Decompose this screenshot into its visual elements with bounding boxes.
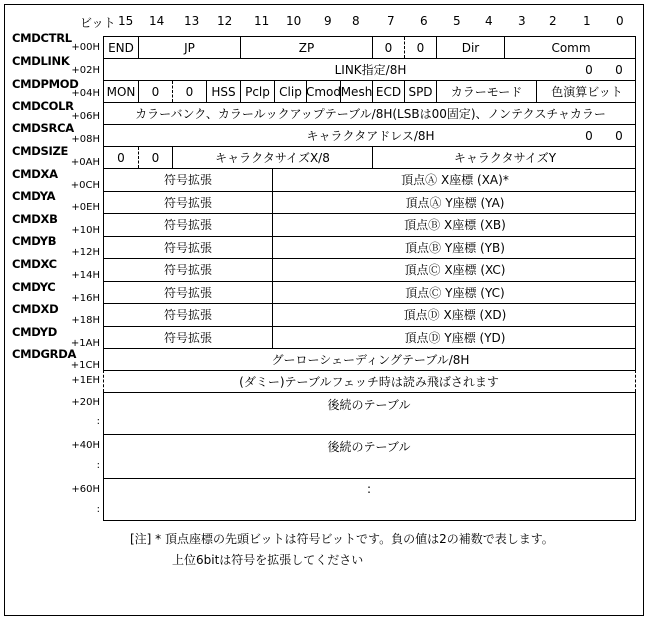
field-link-bit0: 0 bbox=[615, 62, 623, 77]
reg-name-cmdcolr: CMDCOLR bbox=[12, 99, 74, 113]
row-continuation bbox=[103, 478, 636, 520]
reg-name-cmdyc: CMDYC bbox=[12, 280, 56, 294]
offset-0ah: +0AH bbox=[70, 157, 100, 168]
field-zero-13: 0 bbox=[172, 81, 206, 102]
field-size-zero-15: 0 bbox=[117, 150, 125, 165]
field-vertex-c-x: 頂点Ⓒ X座標 (XC) bbox=[272, 259, 637, 281]
field-spd: SPD bbox=[404, 81, 436, 102]
bit-3: 3 bbox=[518, 14, 526, 28]
field-vertex-c-y: 頂点Ⓒ Y座標 (YC) bbox=[272, 282, 637, 304]
offset-1eh: +1EH bbox=[71, 375, 100, 386]
offset-08h: +08H bbox=[71, 134, 100, 145]
reg-name-cmdpmod: CMDPMOD bbox=[12, 77, 79, 91]
bit-7: 7 bbox=[387, 14, 395, 28]
reg-name-cmdsize: CMDSIZE bbox=[12, 144, 69, 158]
reg-name-cmdxb: CMDXB bbox=[12, 212, 58, 226]
field-pclp: Pclp bbox=[240, 81, 274, 102]
field-sign-ext: 符号拡張 bbox=[163, 240, 212, 255]
field-continuation: : bbox=[366, 482, 372, 496]
field-srca: キャラクタアドレス/8H bbox=[306, 129, 435, 143]
offset-0eh: +0EH bbox=[71, 202, 100, 213]
field-zero-7: 0 bbox=[372, 37, 404, 58]
colon-mark: : bbox=[96, 416, 100, 427]
reg-name-cmdlink: CMDLINK bbox=[12, 54, 70, 68]
offset-06h: +06H bbox=[71, 111, 100, 122]
field-mon: MON bbox=[106, 84, 136, 99]
bit-9: 9 bbox=[324, 14, 332, 28]
row-next-table-1 bbox=[103, 392, 636, 434]
field-color-calc: 色演算ビット bbox=[536, 81, 637, 102]
note-line-2: 上位6bitは符号を拡張してください bbox=[172, 553, 364, 567]
field-vertex-d-x: 頂点Ⓓ X座標 (XD) bbox=[272, 304, 637, 326]
field-next-table: 後続のテーブル bbox=[327, 398, 411, 412]
field-size-y: キャラクタサイズY bbox=[372, 147, 637, 168]
field-size-x: キャラクタサイズX/8 bbox=[172, 147, 372, 168]
offset-12h: +12H bbox=[71, 247, 100, 258]
field-comm: Comm bbox=[504, 37, 637, 58]
field-color-mode: カラーモード bbox=[436, 81, 536, 102]
bit-10: 10 bbox=[286, 14, 302, 28]
reg-name-cmdctrl: CMDCTRL bbox=[12, 31, 72, 45]
row-cmdgrda bbox=[103, 348, 636, 370]
row-cmdsrca bbox=[103, 124, 636, 146]
row-cmdcolr bbox=[103, 102, 636, 124]
row-cmdlink bbox=[103, 58, 636, 80]
field-sign-ext: 符号拡張 bbox=[163, 263, 212, 278]
field-sign-ext: 符号拡張 bbox=[163, 330, 212, 345]
field-cmod: Cmod bbox=[306, 81, 340, 102]
offset-10h: +10H bbox=[71, 225, 100, 236]
row-cmdctrl bbox=[103, 36, 636, 58]
bit-header bbox=[60, 14, 650, 30]
field-mesh: Mesh bbox=[340, 81, 372, 102]
reg-name-cmdgrda: CMDGRDA bbox=[12, 347, 77, 361]
reg-name-cmdyb: CMDYB bbox=[12, 234, 57, 248]
field-zp: ZP bbox=[240, 37, 372, 58]
bit-2: 2 bbox=[549, 14, 557, 28]
row-dummy bbox=[103, 370, 636, 392]
reg-name-cmdxc: CMDXC bbox=[12, 257, 57, 271]
offset-02h: +02H bbox=[71, 65, 100, 76]
field-sign-ext: 符号拡張 bbox=[163, 173, 212, 188]
bit-6: 6 bbox=[420, 14, 428, 28]
field-zero-6: 0 bbox=[404, 37, 436, 58]
reg-name-cmdsrca: CMDSRCA bbox=[12, 121, 74, 135]
row-cmdsize bbox=[103, 146, 636, 168]
row-cmdxc bbox=[103, 258, 636, 281]
field-zero-14: 0 bbox=[138, 81, 172, 102]
offset-1ch: +1CH bbox=[70, 360, 100, 371]
field-srca-bit1: 0 bbox=[585, 128, 593, 143]
field-dummy: (ダミー)テーブルフェッチ時は読み飛ばされます bbox=[239, 375, 499, 389]
field-jp: JP bbox=[138, 37, 240, 58]
field-colr: カラーバンク、カラールックアップテーブル/8H(LSBは00固定)、ノンテクスチャカラー bbox=[135, 107, 606, 121]
offset-16h: +16H bbox=[71, 293, 100, 304]
field-vertex-a-x: 頂点Ⓐ X座標 (XA)* bbox=[272, 169, 637, 191]
field-next-table: 後続のテーブル bbox=[327, 440, 411, 454]
offset-1ah: +1AH bbox=[70, 338, 100, 349]
row-cmdya bbox=[103, 191, 636, 214]
bit-header-label: ビット bbox=[80, 16, 116, 30]
field-ecd: ECD bbox=[372, 81, 404, 102]
note-line-1: [注] * 頂点座標の先頭ビットは符号ビットです。負の値は2の補数で表します。 bbox=[130, 532, 554, 546]
bit-0: 0 bbox=[616, 14, 624, 28]
offset-20h: +20H bbox=[71, 397, 100, 408]
bit-13: 13 bbox=[184, 14, 200, 28]
field-vertex-d-y: 頂点Ⓓ Y座標 (YD) bbox=[272, 327, 637, 349]
row-cmdyd bbox=[103, 326, 636, 349]
field-link-bit1: 0 bbox=[585, 62, 593, 77]
field-sign-ext: 符号拡張 bbox=[163, 308, 212, 323]
field-sign-ext: 符号拡張 bbox=[163, 218, 212, 233]
bit-14: 14 bbox=[149, 14, 165, 28]
bit-11: 11 bbox=[254, 14, 270, 28]
field-dir: Dir bbox=[436, 37, 504, 58]
field-end: END bbox=[108, 40, 134, 55]
bit-1: 1 bbox=[583, 14, 591, 28]
row-cmdpmod bbox=[103, 80, 636, 102]
bit-4: 4 bbox=[485, 14, 493, 28]
bit-8: 8 bbox=[352, 14, 360, 28]
offset-60h: +60H bbox=[71, 484, 100, 495]
reg-name-cmdya: CMDYA bbox=[12, 189, 56, 203]
offset-00h: +00H bbox=[71, 42, 100, 53]
field-link: LINK指定/8H bbox=[334, 63, 407, 77]
bit-5: 5 bbox=[453, 14, 461, 28]
row-cmdxd bbox=[103, 303, 636, 326]
field-srca-bit0: 0 bbox=[615, 128, 623, 143]
field-sign-ext: 符号拡張 bbox=[163, 195, 212, 210]
field-size-zero-14: 0 bbox=[138, 147, 172, 168]
offset-18h: +18H bbox=[71, 315, 100, 326]
field-vertex-b-y: 頂点Ⓑ Y座標 (YB) bbox=[272, 237, 637, 259]
table-bottom-line bbox=[103, 520, 636, 521]
row-next-table-2 bbox=[103, 434, 636, 478]
offset-40h: +40H bbox=[71, 440, 100, 451]
reg-name-cmdxa: CMDXA bbox=[12, 167, 58, 181]
field-vertex-b-x: 頂点Ⓑ X座標 (XB) bbox=[272, 214, 637, 236]
row-cmdyb bbox=[103, 236, 636, 259]
reg-name-cmdxd: CMDXD bbox=[12, 302, 59, 316]
offset-0ch: +0CH bbox=[70, 180, 100, 191]
row-cmdyc bbox=[103, 281, 636, 304]
offset-14h: +14H bbox=[71, 270, 100, 281]
field-grda: グーローシェーディングテーブル/8H bbox=[271, 353, 470, 367]
bit-15: 15 bbox=[118, 14, 134, 28]
field-clip: Clip bbox=[274, 81, 306, 102]
offset-04h: +04H bbox=[71, 88, 100, 99]
field-hss: HSS bbox=[206, 81, 240, 102]
row-cmdxb bbox=[103, 213, 636, 236]
bit-12: 12 bbox=[217, 14, 233, 28]
colon-mark: : bbox=[96, 504, 100, 515]
field-vertex-a-y: 頂点Ⓐ Y座標 (YA) bbox=[272, 192, 637, 214]
colon-mark: : bbox=[96, 460, 100, 471]
reg-name-cmdyd: CMDYD bbox=[12, 325, 57, 339]
row-cmdxa bbox=[103, 168, 636, 191]
field-sign-ext: 符号拡張 bbox=[163, 285, 212, 300]
